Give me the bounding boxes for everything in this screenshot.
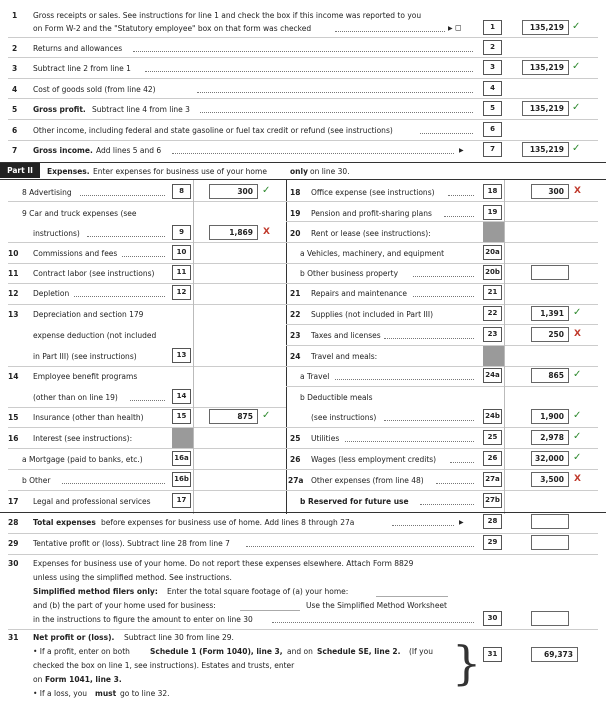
line-3-box: 3 — [483, 60, 502, 75]
line-27b-box: 27b — [483, 493, 502, 508]
line-24-text: Travel and meals: — [311, 352, 378, 361]
line-18-box: 18 — [483, 184, 502, 199]
line-5-box: 5 — [483, 101, 502, 116]
line-30-text-4: and (b) the part of your home used for business: — [33, 601, 216, 610]
line-10-text: Commissions and fees — [33, 249, 118, 258]
business-sqft-input[interactable] — [240, 610, 300, 611]
arrow-icon: ▶ — [459, 147, 464, 154]
line-6-text: Other income, including federal and state gasoline or fuel tax credit or refund (see instructions) — [33, 126, 393, 135]
line-24a-text: a Travel — [300, 372, 330, 381]
line-7-box: 7 — [483, 142, 502, 157]
line-31-bullet-1-e: (If you — [409, 647, 433, 656]
line-21-box: 21 — [483, 285, 502, 300]
line-31-bullet-1-d: Schedule SE, line 2. — [317, 647, 401, 656]
line-20b-box: 20b — [483, 265, 502, 280]
line-24a-amount[interactable]: 865 — [531, 368, 569, 383]
line-10-number: 10 — [8, 249, 19, 258]
line-24b-text-2: (see instructions) — [311, 413, 377, 422]
check-icon: ✓ — [572, 21, 581, 32]
line-30-text-3: Enter the total square footage of (a) your home: — [167, 587, 349, 596]
line-21-number: 21 — [290, 289, 301, 298]
part-ii-title: Expenses. — [47, 167, 90, 176]
line-31-bullet-2-b: must — [95, 689, 117, 698]
line-9-amount[interactable]: 1,869 — [209, 225, 258, 240]
part-ii-instruction-end: on line 30. — [310, 167, 350, 176]
line-31-bullet-1-line3-b: Form 1041, line 3. — [45, 675, 122, 684]
home-sqft-input[interactable] — [376, 596, 448, 597]
line-9-box: 9 — [172, 225, 191, 240]
line-26-number: 26 — [290, 455, 301, 464]
line-21-text: Repairs and maintenance — [311, 289, 407, 298]
line-30-box: 30 — [483, 611, 502, 626]
line-1-text: Gross receipts or sales. See instructions for line 1 and check the box if this income was reported to you — [33, 11, 422, 20]
line-25-amount[interactable]: 2,978 — [531, 430, 569, 445]
line-3-number: 3 — [12, 64, 18, 73]
line-15-number: 15 — [8, 413, 19, 422]
line-5-text: Subtract line 4 from line 3 — [92, 105, 190, 114]
check-icon: ✓ — [573, 307, 582, 318]
line-24b-box: 24b — [483, 409, 502, 424]
line-31-bullet-1-c: and on — [287, 647, 313, 656]
line-14-box: 14 — [172, 389, 191, 404]
line-22-number: 22 — [290, 310, 301, 319]
line-20a-box: 20a — [483, 245, 502, 260]
line-24b-amount[interactable]: 1,900 — [531, 409, 569, 424]
line-16a-text: a Mortgage (paid to banks, etc.) — [22, 455, 143, 464]
total-expenses-label: Total expenses — [33, 518, 96, 527]
line-1-number: 1 — [12, 11, 18, 20]
line-14-text-2: (other than on line 19) — [33, 393, 118, 402]
line-22-amount[interactable]: 1,391 — [531, 306, 569, 321]
line-15-text: Insurance (other than health) — [33, 413, 144, 422]
cross-icon: X — [574, 186, 581, 196]
line-19-number: 19 — [290, 209, 301, 218]
line-14-text: Employee benefit programs — [33, 372, 138, 381]
cross-icon: X — [263, 227, 270, 237]
line-8-text: 8 Advertising — [22, 188, 72, 197]
line-31-text: Subtract line 30 from line 29. — [124, 633, 234, 642]
check-icon: ✓ — [262, 185, 271, 196]
line-7-text: Add lines 5 and 6 — [96, 146, 162, 155]
line-4-number: 4 — [12, 85, 18, 94]
net-profit-label: Net profit or (loss). — [33, 633, 115, 642]
line-28-amount[interactable] — [531, 514, 569, 529]
line-23-amount[interactable]: 250 — [531, 327, 569, 342]
line-23-number: 23 — [290, 331, 301, 340]
check-icon: ✓ — [572, 143, 581, 154]
line-2-number: 2 — [12, 44, 18, 53]
line-16-text: Interest (see instructions): — [33, 434, 133, 443]
line-23-box: 23 — [483, 327, 502, 342]
line-16a-box: 16a — [172, 451, 191, 466]
line-31-bullet-2-c: go to line 32. — [120, 689, 170, 698]
gross-profit-label: Gross profit. — [33, 105, 86, 114]
line-27a-box: 27a — [483, 472, 502, 487]
line-29-box: 29 — [483, 535, 502, 550]
arrow-icon: ▶ — [448, 25, 453, 32]
line-29-number: 29 — [8, 539, 19, 548]
check-icon: ✓ — [572, 102, 581, 113]
line-18-number: 18 — [290, 188, 301, 197]
line-12-number: 12 — [8, 289, 19, 298]
line-1-amount[interactable]: 135,219 — [522, 20, 569, 35]
line-3-text: Subtract line 2 from line 1 — [33, 64, 131, 73]
line-30-number: 30 — [8, 559, 19, 568]
line-22-text: Supplies (not included in Part III) — [311, 310, 433, 319]
check-icon: ✓ — [572, 61, 581, 72]
line-1-box: 1 — [483, 20, 502, 35]
check-icon: ✓ — [573, 431, 582, 442]
line-18-text: Office expense (see instructions) — [311, 188, 435, 197]
line-11-number: 11 — [8, 269, 19, 278]
line-13-text-3: in Part III) (see instructions) — [33, 352, 137, 361]
line-13-number: 13 — [8, 310, 19, 319]
line-5-amount[interactable]: 135,219 — [522, 101, 569, 116]
line-28-box: 28 — [483, 514, 502, 529]
statutory-employee-checkbox[interactable]: ◻ — [455, 23, 462, 32]
part-ii-only: only — [290, 167, 308, 176]
line-31-number: 31 — [8, 633, 19, 642]
line-20b-text: b Other business property — [300, 269, 399, 278]
simplified-method-label: Simplified method filers only: — [33, 587, 158, 596]
line-8-amount[interactable]: 300 — [209, 184, 258, 199]
line-13-box: 13 — [172, 348, 191, 363]
line-17-number: 17 — [8, 497, 19, 506]
line-18-amount[interactable]: 300 — [531, 184, 569, 199]
line-30-amount[interactable] — [531, 611, 569, 626]
line-12-box: 12 — [172, 285, 191, 300]
line-12-text: Depletion — [33, 289, 70, 298]
line-31-bullet-1-a: • If a profit, enter on both — [33, 647, 130, 656]
line-4-box: 4 — [483, 81, 502, 96]
part-ii-tag: Part II — [0, 163, 40, 178]
line-30-text-2: unless using the simplified method. See instructions. — [33, 573, 232, 582]
line-27a-text: Other expenses (from line 48) — [311, 476, 424, 485]
line-16b-box: 16b — [172, 472, 191, 487]
gross-income-label: Gross income. — [33, 146, 93, 155]
line-22-box: 22 — [483, 306, 502, 321]
check-icon: ✓ — [573, 452, 582, 463]
line-27a-amount[interactable]: 3,500 — [531, 472, 569, 487]
check-icon: ✓ — [573, 410, 582, 421]
line-3-amount[interactable]: 135,219 — [522, 60, 569, 75]
line-8-box: 8 — [172, 184, 191, 199]
line-20a-text: a Vehicles, machinery, and equipment — [300, 249, 445, 258]
line-7-amount[interactable]: 135,219 — [522, 142, 569, 157]
line-16-number: 16 — [8, 434, 19, 443]
line-31-box: 31 — [483, 647, 502, 662]
line-11-box: 11 — [172, 265, 191, 280]
line-5-number: 5 — [12, 105, 18, 114]
line-2-box: 2 — [483, 40, 502, 55]
line-31-bullet-1-line2: checked the box on line 1, see instructions). Estates and trusts, enter — [33, 661, 295, 670]
line-26-amount[interactable]: 32,000 — [531, 451, 569, 466]
arrow-icon: ▶ — [459, 519, 464, 526]
line-17-text: Legal and professional services — [33, 497, 151, 506]
line-24-number: 24 — [290, 352, 301, 361]
line-6-box: 6 — [483, 122, 502, 137]
line-19-box: 19 — [483, 205, 502, 220]
line-31-bullet-1-line3-a: on — [33, 675, 43, 684]
line-14-number: 14 — [8, 372, 19, 381]
line-24b-text: b Deductible meals — [300, 393, 373, 402]
line-31-amount[interactable]: 69,373 — [531, 647, 578, 662]
brace-icon: } — [452, 636, 482, 690]
line-30-text-4b: Use the Simplified Method Worksheet — [306, 601, 447, 610]
line-20-number: 20 — [290, 229, 301, 238]
line-6-number: 6 — [12, 126, 18, 135]
part-ii-instruction: Enter expenses for business use of your home — [93, 167, 267, 176]
line-29-text: Tentative profit or (loss). Subtract line 28 from line 7 — [33, 539, 230, 548]
line-27a-number: 27a — [288, 476, 304, 485]
check-icon: ✓ — [262, 410, 271, 421]
line-13-text-2: expense deduction (not included — [33, 331, 157, 340]
line-25-box: 25 — [483, 430, 502, 445]
line-20b-amount[interactable] — [531, 265, 569, 280]
cross-icon: X — [574, 329, 581, 339]
line-24a-box: 24a — [483, 368, 502, 383]
line-27b-label: b Reserved for future use — [300, 497, 409, 506]
cross-icon: X — [574, 474, 581, 484]
line-10-box: 10 — [172, 245, 191, 260]
line-30-text-5: in the instructions to figure the amount to enter on line 30 — [33, 615, 253, 624]
line-25-text: Utilities — [311, 434, 340, 443]
line-31-bullet-2-a: • If a loss, you — [33, 689, 88, 698]
line-17-box: 17 — [172, 493, 191, 508]
line-9-text-2: instructions) — [33, 229, 80, 238]
line-9-text: 9 Car and truck expenses (see — [22, 209, 137, 218]
line-23-text: Taxes and licenses — [311, 331, 381, 340]
line-26-text: Wages (less employment credits) — [311, 455, 437, 464]
line-11-text: Contract labor (see instructions) — [33, 269, 155, 278]
line-28-text: before expenses for business use of home. Add lines 8 through 27a — [101, 518, 355, 527]
line-29-amount[interactable] — [531, 535, 569, 550]
line-2-text: Returns and allowances — [33, 44, 123, 53]
line-20-text: Rent or lease (see instructions): — [311, 229, 431, 238]
line-30-text: Expenses for business use of your home. Do not report these expenses elsewhere. Attach Form 8829 — [33, 559, 414, 568]
line-15-amount[interactable]: 875 — [209, 409, 258, 424]
line-13-text: Depreciation and section 179 — [33, 310, 144, 319]
line-28-number: 28 — [8, 518, 19, 527]
check-icon: ✓ — [573, 369, 582, 380]
line-4-text: Cost of goods sold (from line 42) — [33, 85, 156, 94]
line-16b-text: b Other — [22, 476, 51, 485]
line-26-box: 26 — [483, 451, 502, 466]
line-1-text-2: on Form W-2 and the "Statutory employee" box on that form was checked — [33, 24, 312, 33]
line-7-number: 7 — [12, 146, 18, 155]
line-25-number: 25 — [290, 434, 301, 443]
line-19-text: Pension and profit-sharing plans — [311, 209, 432, 218]
line-31-bullet-1-b: Schedule 1 (Form 1040), line 3, — [150, 647, 283, 656]
line-15-box: 15 — [172, 409, 191, 424]
